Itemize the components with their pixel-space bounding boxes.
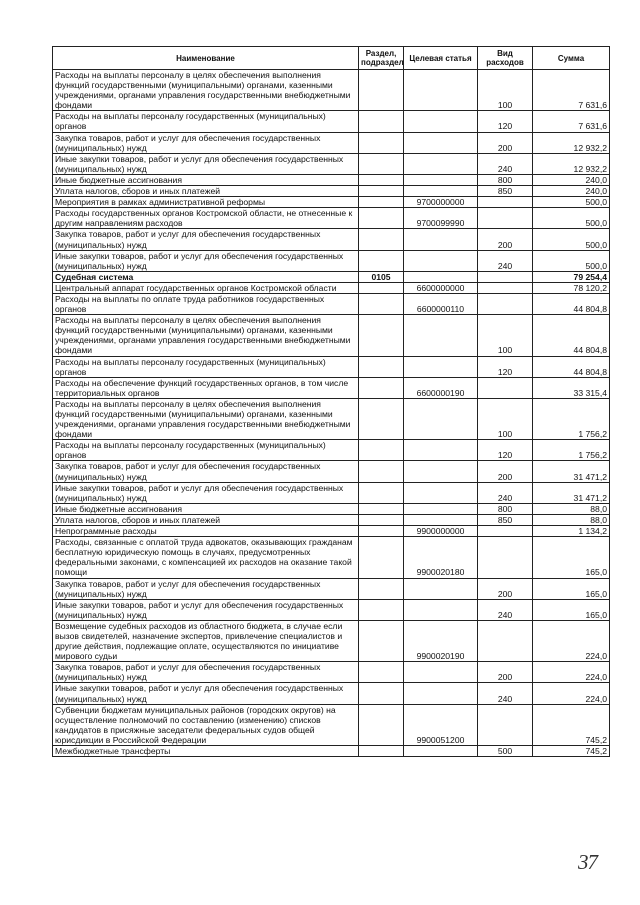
cell-sum: 165,0: [533, 537, 610, 578]
cell-target: [404, 70, 478, 111]
cell-name: Иные закупки товаров, работ и услуг для обеспечения государственных (муниципальных) нужд: [53, 153, 359, 174]
cell-name: Мероприятия в рамках административной реформы: [53, 197, 359, 208]
cell-section: [359, 526, 404, 537]
table-body: [53, 70, 610, 757]
cell-type: 240: [478, 482, 533, 503]
cell-type: 800: [478, 174, 533, 185]
cell-target: [404, 683, 478, 704]
cell-name: Субвенции бюджетам муниципальных районов (городских округов) на осуществление полномочий по составлению (изменению) списков кандидатов в присяжные заседатели федеральных судов общей юрисдикции в Российской Федерации: [53, 704, 359, 745]
table-row: [53, 208, 610, 229]
cell-section: [359, 461, 404, 482]
cell-name: Расходы на выплаты персоналу в целях обеспечения выполнения функций государственными (муниципальными) органами, казенными учреждениями, органами управления государственными внебюджетными фондами: [53, 398, 359, 439]
cell-sum: 12 932,2: [533, 153, 610, 174]
table-row: [53, 746, 610, 757]
cell-type: 200: [478, 461, 533, 482]
table-row: [53, 537, 610, 578]
cell-target: [404, 599, 478, 620]
table-row: [53, 377, 610, 398]
table-row: [53, 482, 610, 503]
cell-section: [359, 620, 404, 661]
header-type: Вид расходов: [478, 47, 533, 70]
cell-sum: 44 804,8: [533, 293, 610, 314]
cell-sum: 500,0: [533, 229, 610, 250]
table-row: [53, 282, 610, 293]
cell-sum: 500,0: [533, 208, 610, 229]
cell-target: [404, 578, 478, 599]
cell-target: [404, 174, 478, 185]
cell-sum: 1 134,2: [533, 526, 610, 537]
cell-type: 240: [478, 683, 533, 704]
cell-section: [359, 377, 404, 398]
cell-sum: 12 932,2: [533, 132, 610, 153]
cell-name: Центральный аппарат государственных органов Костромской области: [53, 282, 359, 293]
cell-name: Возмещение судебных расходов из областного бюджета, в случае если вызов свидетелей, назначение экспертов, привлечение специалистов и другие действия, подлежащие оплате, осуществляются по инициативе мирового судьи: [53, 620, 359, 661]
cell-target: [404, 153, 478, 174]
cell-target: 6600000110: [404, 293, 478, 314]
cell-type: [478, 282, 533, 293]
cell-target: [404, 662, 478, 683]
cell-name: Иные закупки товаров, работ и услуг для обеспечения государственных (муниципальных) нужд: [53, 599, 359, 620]
cell-sum: 224,0: [533, 620, 610, 661]
cell-section: [359, 229, 404, 250]
cell-name: Расходы на выплаты персоналу в целях обеспечения выполнения функций государственными (муниципальными) органами, казенными учреждениями, органами управления государственными внебюджетными фондами: [53, 70, 359, 111]
table-row: [53, 293, 610, 314]
table-row: [53, 599, 610, 620]
table-row: [53, 704, 610, 745]
cell-name: Уплата налогов, сборов и иных платежей: [53, 514, 359, 525]
table-row: [53, 514, 610, 525]
cell-type: 200: [478, 578, 533, 599]
cell-sum: 500,0: [533, 250, 610, 271]
cell-type: 200: [478, 662, 533, 683]
cell-name: Иные бюджетные ассигнования: [53, 503, 359, 514]
cell-type: [478, 526, 533, 537]
cell-type: 240: [478, 250, 533, 271]
cell-name: Закупка товаров, работ и услуг для обеспечения государственных (муниципальных) нужд: [53, 662, 359, 683]
cell-sum: 745,2: [533, 704, 610, 745]
cell-sum: 7 631,6: [533, 70, 610, 111]
cell-target: 9900020190: [404, 620, 478, 661]
cell-name: Расходы на обеспечение функций государственных органов, в том числе территориальных органов: [53, 377, 359, 398]
cell-type: 120: [478, 111, 533, 132]
cell-name: Расходы на выплаты персоналу государственных (муниципальных) органов: [53, 440, 359, 461]
cell-section: [359, 282, 404, 293]
cell-target: 9900000000: [404, 526, 478, 537]
cell-section: [359, 197, 404, 208]
cell-sum: 745,2: [533, 746, 610, 757]
table-row: [53, 662, 610, 683]
table-row: [53, 271, 610, 282]
cell-section: [359, 356, 404, 377]
cell-target: [404, 514, 478, 525]
cell-type: [478, 377, 533, 398]
table-row: [53, 70, 610, 111]
cell-section: [359, 208, 404, 229]
table-row: [53, 197, 610, 208]
cell-target: 9900051200: [404, 704, 478, 745]
cell-type: [478, 208, 533, 229]
cell-type: 100: [478, 70, 533, 111]
table-row: [53, 461, 610, 482]
cell-section: [359, 514, 404, 525]
cell-type: [478, 620, 533, 661]
cell-sum: 44 804,8: [533, 315, 610, 356]
cell-name: Расходы на выплаты персоналу государственных (муниципальных) органов: [53, 111, 359, 132]
cell-sum: 7 631,6: [533, 111, 610, 132]
cell-section: [359, 599, 404, 620]
cell-type: 500: [478, 746, 533, 757]
table-row: [53, 153, 610, 174]
cell-target: [404, 482, 478, 503]
cell-type: 120: [478, 356, 533, 377]
cell-type: [478, 293, 533, 314]
cell-section: [359, 293, 404, 314]
cell-target: [404, 503, 478, 514]
cell-target: [404, 271, 478, 282]
cell-name: Иные закупки товаров, работ и услуг для обеспечения государственных (муниципальных) нужд: [53, 683, 359, 704]
table-row: [53, 132, 610, 153]
header-target: Целевая статья: [404, 47, 478, 70]
cell-section: [359, 440, 404, 461]
cell-target: [404, 398, 478, 439]
cell-section: [359, 537, 404, 578]
cell-sum: 240,0: [533, 174, 610, 185]
cell-name: Закупка товаров, работ и услуг для обеспечения государственных (муниципальных) нужд: [53, 578, 359, 599]
table-row: [53, 315, 610, 356]
cell-name: Закупка товаров, работ и услуг для обеспечения государственных (муниципальных) нужд: [53, 132, 359, 153]
cell-section: [359, 503, 404, 514]
cell-sum: 224,0: [533, 662, 610, 683]
cell-section: [359, 132, 404, 153]
cell-sum: 165,0: [533, 599, 610, 620]
table-row: [53, 526, 610, 537]
cell-type: 800: [478, 503, 533, 514]
cell-target: [404, 315, 478, 356]
cell-name: Иные бюджетные ассигнования: [53, 174, 359, 185]
table-row: [53, 250, 610, 271]
cell-type: [478, 704, 533, 745]
cell-target: 6600000000: [404, 282, 478, 293]
cell-name: Судебная система: [53, 271, 359, 282]
header-section: Раздел, подраздел: [359, 47, 404, 70]
cell-sum: 79 254,4: [533, 271, 610, 282]
table-row: [53, 440, 610, 461]
cell-sum: 165,0: [533, 578, 610, 599]
cell-section: [359, 174, 404, 185]
page-number: 37: [578, 850, 597, 874]
cell-type: 100: [478, 398, 533, 439]
budget-table: [52, 46, 610, 757]
table-row: [53, 356, 610, 377]
table-row: [53, 620, 610, 661]
cell-type: [478, 537, 533, 578]
cell-type: 200: [478, 229, 533, 250]
table-row: [53, 578, 610, 599]
cell-target: [404, 440, 478, 461]
cell-name: Непрограммные расходы: [53, 526, 359, 537]
cell-sum: 88,0: [533, 514, 610, 525]
cell-type: 850: [478, 186, 533, 197]
table-row: [53, 398, 610, 439]
cell-type: 100: [478, 315, 533, 356]
cell-name: Закупка товаров, работ и услуг для обеспечения государственных (муниципальных) нужд: [53, 461, 359, 482]
cell-target: [404, 186, 478, 197]
cell-name: Расходы государственных органов Костромской области, не отнесенные к другим направлениям расходов: [53, 208, 359, 229]
cell-sum: 500,0: [533, 197, 610, 208]
cell-type: 200: [478, 132, 533, 153]
cell-name: Закупка товаров, работ и услуг для обеспечения государственных (муниципальных) нужд: [53, 229, 359, 250]
cell-target: 9700000000: [404, 197, 478, 208]
cell-sum: 1 756,2: [533, 440, 610, 461]
cell-target: [404, 356, 478, 377]
table-row: [53, 229, 610, 250]
cell-target: [404, 229, 478, 250]
cell-section: [359, 111, 404, 132]
cell-target: 9700099990: [404, 208, 478, 229]
cell-sum: 224,0: [533, 683, 610, 704]
cell-name: Расходы на выплаты по оплате труда работников государственных органов: [53, 293, 359, 314]
cell-sum: 1 756,2: [533, 398, 610, 439]
table-row: [53, 174, 610, 185]
table-header-row: [53, 47, 610, 70]
cell-type: 850: [478, 514, 533, 525]
cell-target: [404, 746, 478, 757]
cell-section: [359, 746, 404, 757]
cell-section: [359, 578, 404, 599]
cell-name: Межбюджетные трансферты: [53, 746, 359, 757]
cell-sum: 240,0: [533, 186, 610, 197]
cell-section: [359, 70, 404, 111]
table-row: [53, 683, 610, 704]
cell-name: Расходы на выплаты персоналу в целях обеспечения выполнения функций государственными (муниципальными) органами, казенными учреждениями, органами управления государственными внебюджетными фондами: [53, 315, 359, 356]
cell-target: [404, 250, 478, 271]
cell-section: [359, 482, 404, 503]
cell-sum: 78 120,2: [533, 282, 610, 293]
cell-type: [478, 271, 533, 282]
cell-name: Иные закупки товаров, работ и услуг для обеспечения государственных (муниципальных) нужд: [53, 250, 359, 271]
cell-type: 240: [478, 153, 533, 174]
cell-sum: 88,0: [533, 503, 610, 514]
cell-section: [359, 186, 404, 197]
cell-section: [359, 315, 404, 356]
cell-name: Иные закупки товаров, работ и услуг для обеспечения государственных (муниципальных) нужд: [53, 482, 359, 503]
cell-section: 0105: [359, 271, 404, 282]
cell-target: 6600000190: [404, 377, 478, 398]
cell-sum: 44 804,8: [533, 356, 610, 377]
header-name: Наименование: [53, 47, 359, 70]
cell-sum: 31 471,2: [533, 461, 610, 482]
cell-type: [478, 197, 533, 208]
cell-section: [359, 250, 404, 271]
cell-target: [404, 111, 478, 132]
cell-section: [359, 153, 404, 174]
cell-target: 9900020180: [404, 537, 478, 578]
budget-table-sheet: [52, 46, 609, 757]
cell-name: Уплата налогов, сборов и иных платежей: [53, 186, 359, 197]
cell-name: Расходы на выплаты персоналу государственных (муниципальных) органов: [53, 356, 359, 377]
table-row: [53, 186, 610, 197]
cell-sum: 31 471,2: [533, 482, 610, 503]
table-row: [53, 111, 610, 132]
table-row: [53, 503, 610, 514]
cell-name: Расходы, связанные с оплатой труда адвокатов, оказывающих гражданам бесплатную юридическую помощь в случаях, предусмотренных федеральными законами, с компенсацией их расходов на оказание такой помощи: [53, 537, 359, 578]
cell-target: [404, 132, 478, 153]
header-sum: Сумма: [533, 47, 610, 70]
cell-type: 240: [478, 599, 533, 620]
cell-section: [359, 683, 404, 704]
cell-section: [359, 704, 404, 745]
cell-target: [404, 461, 478, 482]
cell-type: 120: [478, 440, 533, 461]
cell-sum: 33 315,4: [533, 377, 610, 398]
cell-section: [359, 398, 404, 439]
cell-section: [359, 662, 404, 683]
